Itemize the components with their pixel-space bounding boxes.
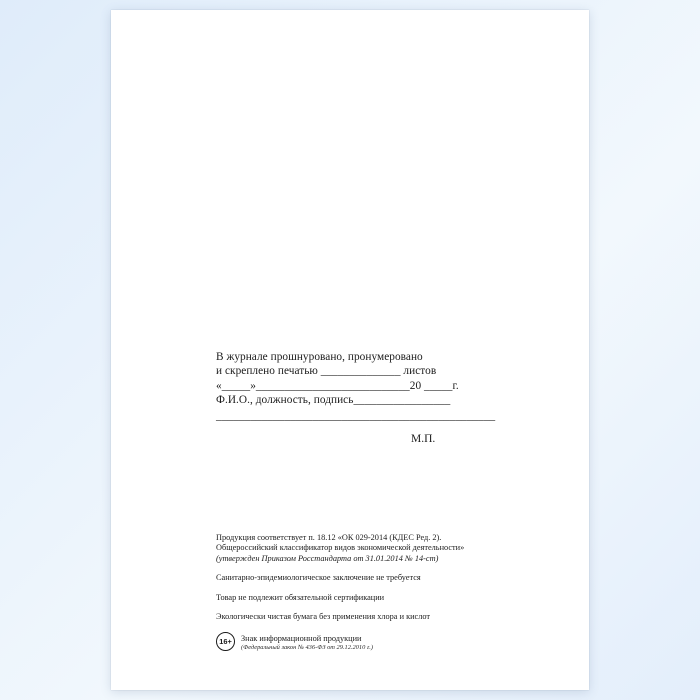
spacer-1 — [216, 564, 546, 573]
certification-note: Товар не подлежит обязательной сертификации — [216, 592, 385, 602]
document-page — [111, 10, 589, 690]
sanitary-note: Санитарно-эпидемиологическое заключение не требуется — [216, 573, 421, 583]
certification-line-1: В журнале прошнуровано, пронумеровано — [216, 351, 423, 363]
certification-line-2: и скреплено печатью ______________ листов — [216, 365, 437, 378]
info-mark-row — [216, 632, 546, 656]
product-conformity-line-2: Общероссийский классификатор видов экономической деятельности» — [216, 543, 465, 553]
certification-line-4: Ф.И.О., должность, подпись_________________ — [216, 394, 451, 407]
product-conformity-line-3: (утвержден Приказом Росстандарта от 31.01.2014 № 14-ст) — [216, 553, 439, 563]
product-conformity-line-1: Продукция соответствует п. 18.12 «ОК 029-2014 (КДЕС Ред. 2). — [216, 533, 442, 542]
certification-line-5: _________________________________________________ — [216, 409, 496, 422]
stamp-place-label: М.П. — [411, 433, 436, 445]
spacer-3 — [216, 603, 546, 612]
certification-block — [216, 350, 536, 423]
age-rating-icon: 16+ — [216, 632, 235, 651]
paper-note: Экологически чистая бумага без применения хлора и кислот — [216, 612, 431, 622]
legal-footer-block — [216, 533, 546, 656]
spacer-2 — [216, 584, 546, 593]
page-content-area — [111, 10, 589, 690]
info-mark-law: (Федеральный закон № 436-ФЗ от 29.12.2010 г.) — [241, 644, 374, 652]
certification-line-3: «_____»___________________________20 _____г. — [216, 379, 459, 392]
info-mark-title: Знак информационной продукции — [241, 634, 362, 644]
